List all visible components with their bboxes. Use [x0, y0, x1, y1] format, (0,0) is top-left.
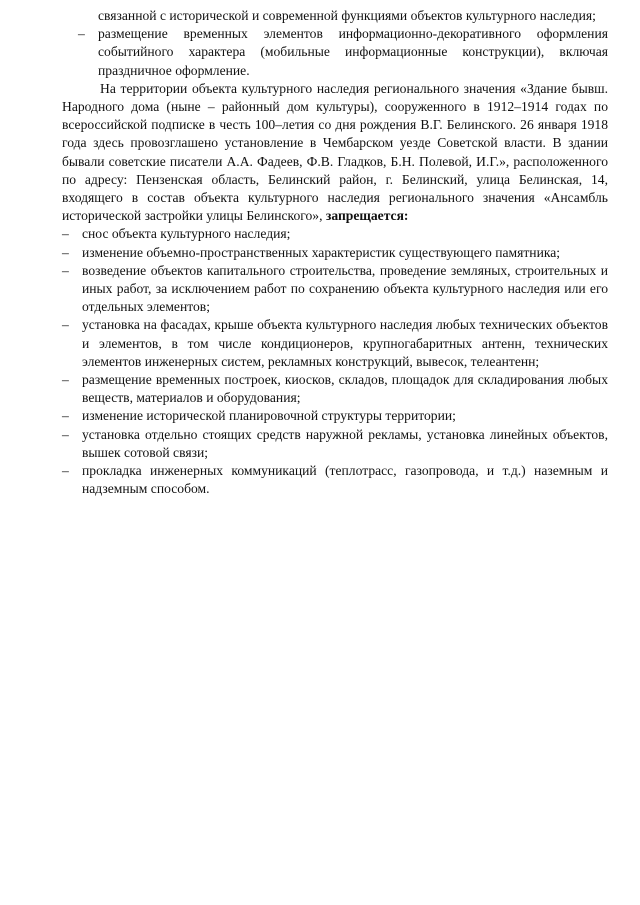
list-item [42, 462, 608, 498]
paragraph-text: На территории объекта культурного наследия регионального значения «Здание бывш. Народного дома (ныне – районный дом культуры), сооруженного в 1912–1914 годах по всероссийской подписке в честь 100–летия со дня рождения В.Г. Белинского. 26 января 1918 года здесь провозглашено установление в Чембарском уезде Советской власти. В здании бывали советские писатели А.А. Фадеев, Ф.В. Гладков, Б.Н. Полевой, И.Г.», расположенного по адресу: Пензенская область, Белинский район, г. Белинский, улица Белинская, 14, входящего в состав объекта культурного наследия регионального значения «Ансамбль исторической застройки улицы Белинского», [62, 80, 608, 224]
list-dash: – [62, 226, 69, 242]
list-item-text: изменение исторической планировочной структуры территории; [82, 408, 456, 424]
list-dash: – [78, 26, 85, 42]
list-item [42, 225, 608, 243]
list-item [42, 244, 608, 262]
list-dash: – [62, 408, 69, 424]
prohibited-list [42, 225, 608, 498]
list-dash: – [62, 244, 69, 260]
list-item-text: размещение временных элементов информационно-декоративного оформления событийного характера (мобильные информационные конструкции), включая праздничное оформление. [98, 26, 608, 78]
list-item [42, 426, 608, 462]
list-item-text: установка на фасадах, крыше объекта культурного наследия любых технических объектов и элементов, в том числе кондиционеров, крупногабаритных антенн, технических элементов инженерных систем, рекламных конструкций, вывесок, телеантенн; [82, 317, 608, 369]
paragraph-bold-text: запрещается: [325, 208, 409, 224]
list-dash: – [62, 317, 69, 333]
list-dash: – [62, 262, 69, 278]
list-item [42, 371, 608, 407]
body-paragraph [62, 80, 608, 226]
list-item-text: изменение объемно-пространственных характеристик существующего памятника; [82, 244, 561, 260]
list-item [62, 25, 608, 80]
list-item [42, 316, 608, 371]
list-dash: – [62, 372, 69, 388]
list-item [42, 262, 608, 317]
list-item-text: установка отдельно стоящих средств наружной рекламы, установка линейных объектов, вышек сотовой связи; [82, 426, 608, 460]
list-dash: – [62, 463, 69, 479]
list-item [42, 407, 608, 425]
list-item-text: снос объекта культурного наследия; [82, 226, 291, 242]
list-item-text: размещение временных построек, киосков, складов, площадок для складирования любых веществ, материалов и оборудования; [82, 372, 608, 406]
list-item-text: возведение объектов капитального строительства, проведение земляных, строительных и иных работ, за исключением работ по сохранению объекта культурного наследия или его отдельных элементов; [82, 262, 608, 315]
list-item-text: прокладка инженерных коммуникаций (теплотрасс, газопровода, и т.д.) наземным и надземным способом. [82, 463, 608, 497]
list-dash: – [62, 426, 69, 442]
list-continuation: связанной с исторической и современной функциями объектов культурного наследия; [98, 8, 596, 23]
